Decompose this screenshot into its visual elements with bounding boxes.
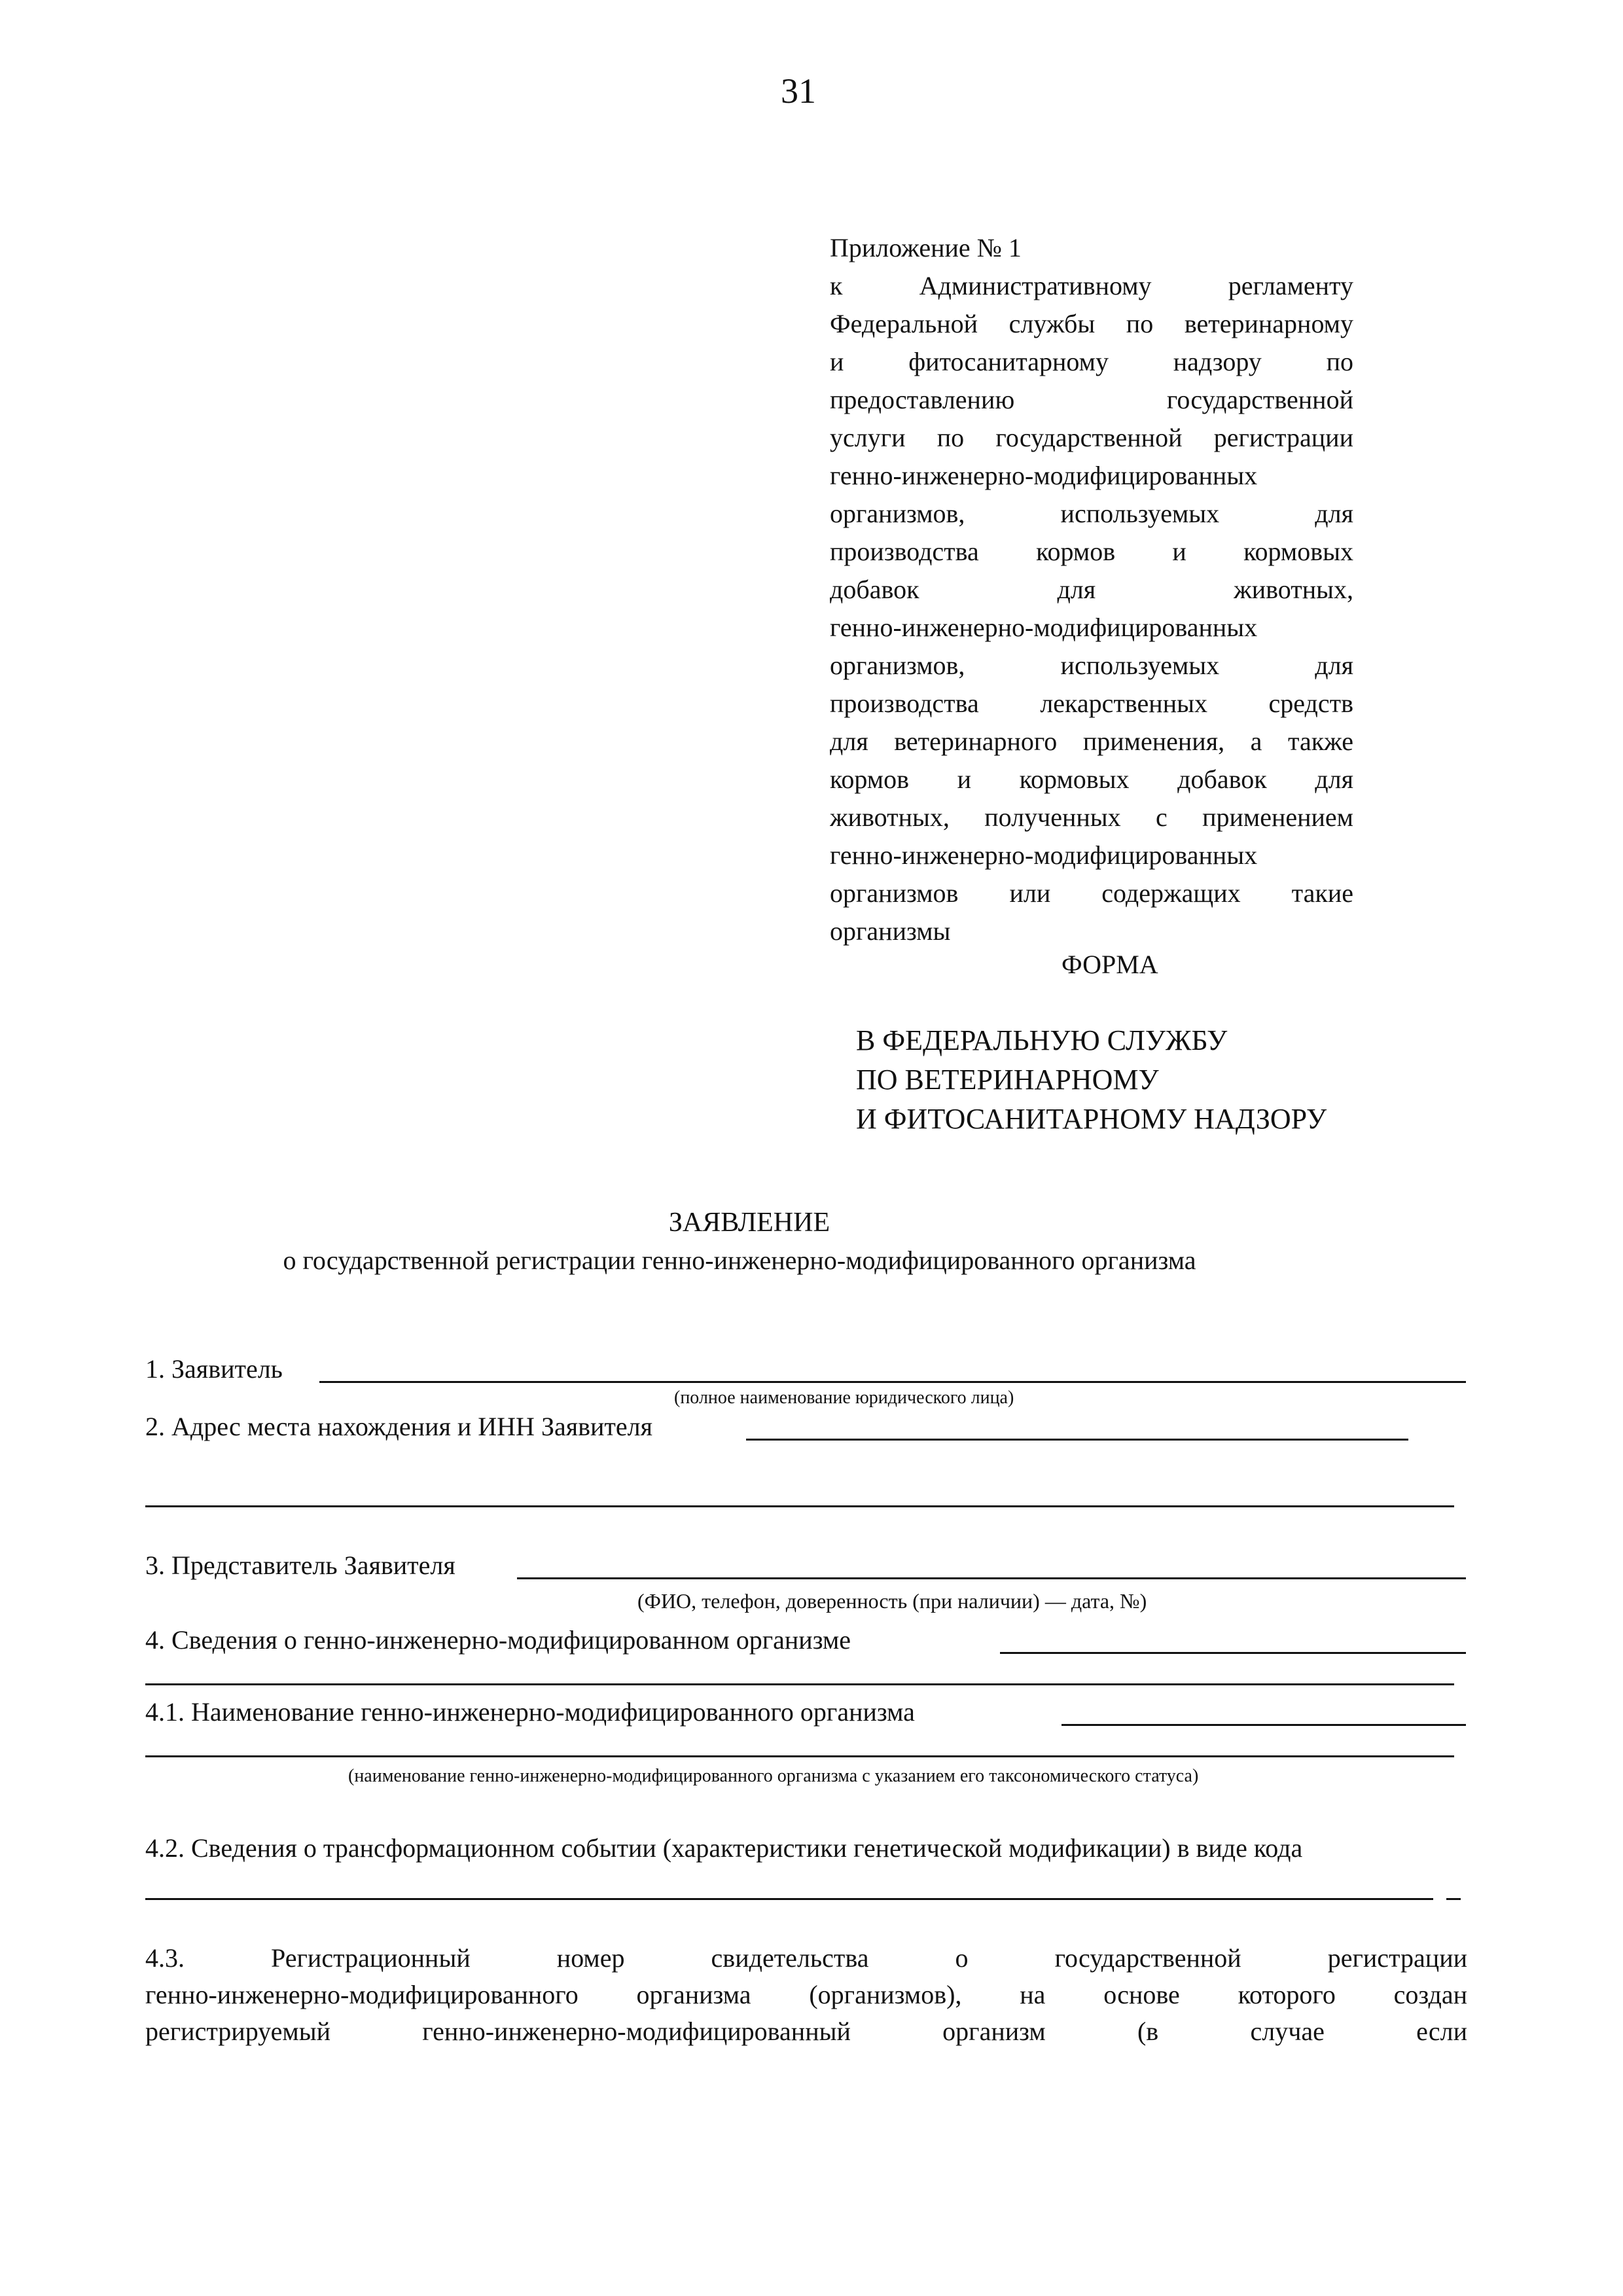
appendix-line: животных, полученных с применением xyxy=(830,802,1353,832)
appendix-line: для ветеринарного применения, а также xyxy=(830,726,1353,756)
applicant-field[interactable] xyxy=(319,1381,1466,1383)
address-inn-label: 2. Адрес места нахождения и ИНН Заявителя xyxy=(145,1412,653,1441)
appendix-line: предоставлению государственной xyxy=(830,385,1353,414)
appendix-block xyxy=(830,229,1353,950)
appendix-line: организмов, используемых для xyxy=(830,499,1353,528)
appendix-line: Федеральной службы по ветеринарному xyxy=(830,309,1353,338)
applicant-field-note: (полное наименование юридического лица) xyxy=(674,1388,1014,1408)
gmo-info-field[interactable] xyxy=(1000,1652,1466,1654)
appendix-line: организмов, используемых для xyxy=(830,651,1353,680)
statement-title: ЗАЯВЛЕНИЕ xyxy=(668,1208,830,1238)
address-inn-field-continued[interactable] xyxy=(145,1505,1454,1507)
addressee-line: ПО ВЕТЕРИНАРНОМУ xyxy=(856,1064,1159,1096)
statement-subtitle: о государственной регистрации генно-инженерно-модифицированного организма xyxy=(283,1246,1196,1275)
gmo-name-field-continued[interactable] xyxy=(145,1755,1454,1757)
appendix-line: организмов или содержащих такие xyxy=(830,878,1353,908)
appendix-line: добавок для животных, xyxy=(830,575,1353,604)
gmo-name-field[interactable] xyxy=(1061,1724,1466,1726)
transformation-event-field-end xyxy=(1446,1898,1461,1900)
transformation-event-label: 4.2. Сведения о трансформационном событии (характеристики генетической модификации) в виде кода xyxy=(145,1833,1303,1863)
appendix-line: Приложение № 1 xyxy=(830,233,1022,262)
registration-number-line: генно-инженерно-модифицированного организма (организмов), на основе которого создан xyxy=(145,1980,1467,2009)
form-label: ФОРМА xyxy=(1061,950,1158,979)
page-number: 31 xyxy=(781,71,816,111)
appendix-line: генно-инженерно-модифицированных xyxy=(830,613,1258,642)
gmo-info-field-continued[interactable] xyxy=(145,1683,1454,1685)
registration-number-line: 4.3. Регистрационный номер свидетельства о государственной регистрации xyxy=(145,1943,1467,1973)
appendix-line: и фитосанитарному надзору по xyxy=(830,347,1353,376)
registration-number-line: регистрируемый генно-инженерно-модифицированный организм (в случае если xyxy=(145,2017,1467,2046)
transformation-event-field[interactable] xyxy=(145,1898,1433,1900)
appendix-line: генно-инженерно-модифицированных xyxy=(830,461,1258,490)
representative-label: 3. Представитель Заявителя xyxy=(145,1551,455,1580)
representative-field[interactable] xyxy=(517,1577,1466,1579)
appendix-line: генно-инженерно-модифицированных xyxy=(830,840,1258,870)
representative-field-note: (ФИО, телефон, доверенность (при наличии) — дата, №) xyxy=(637,1589,1147,1613)
address-inn-field[interactable] xyxy=(746,1439,1408,1441)
appendix-line: производства кормов и кормовых xyxy=(830,537,1353,566)
addressee-block xyxy=(856,1021,1327,1139)
addressee-line: В ФЕДЕРАЛЬНУЮ СЛУЖБУ xyxy=(856,1024,1228,1056)
appendix-line: организмы xyxy=(830,916,951,946)
gmo-name-field-note: (наименование генно-инженерно-модифицированного организма с указанием его таксономического статуса) xyxy=(348,1766,1199,1786)
applicant-label: 1. Заявитель xyxy=(145,1354,283,1384)
appendix-line: к Административному регламенту xyxy=(830,271,1353,300)
appendix-line: услуги по государственной регистрации xyxy=(830,423,1353,452)
appendix-line: кормов и кормовых добавок для xyxy=(830,764,1353,794)
appendix-line: производства лекарственных средств xyxy=(830,689,1353,718)
gmo-info-label: 4. Сведения о генно-инженерно-модифицированном организме xyxy=(145,1625,851,1655)
gmo-name-label: 4.1. Наименование генно-инженерно-модифицированного организма xyxy=(145,1697,915,1727)
addressee-line: И ФИТОСАНИТАРНОМУ НАДЗОРУ xyxy=(856,1103,1327,1135)
